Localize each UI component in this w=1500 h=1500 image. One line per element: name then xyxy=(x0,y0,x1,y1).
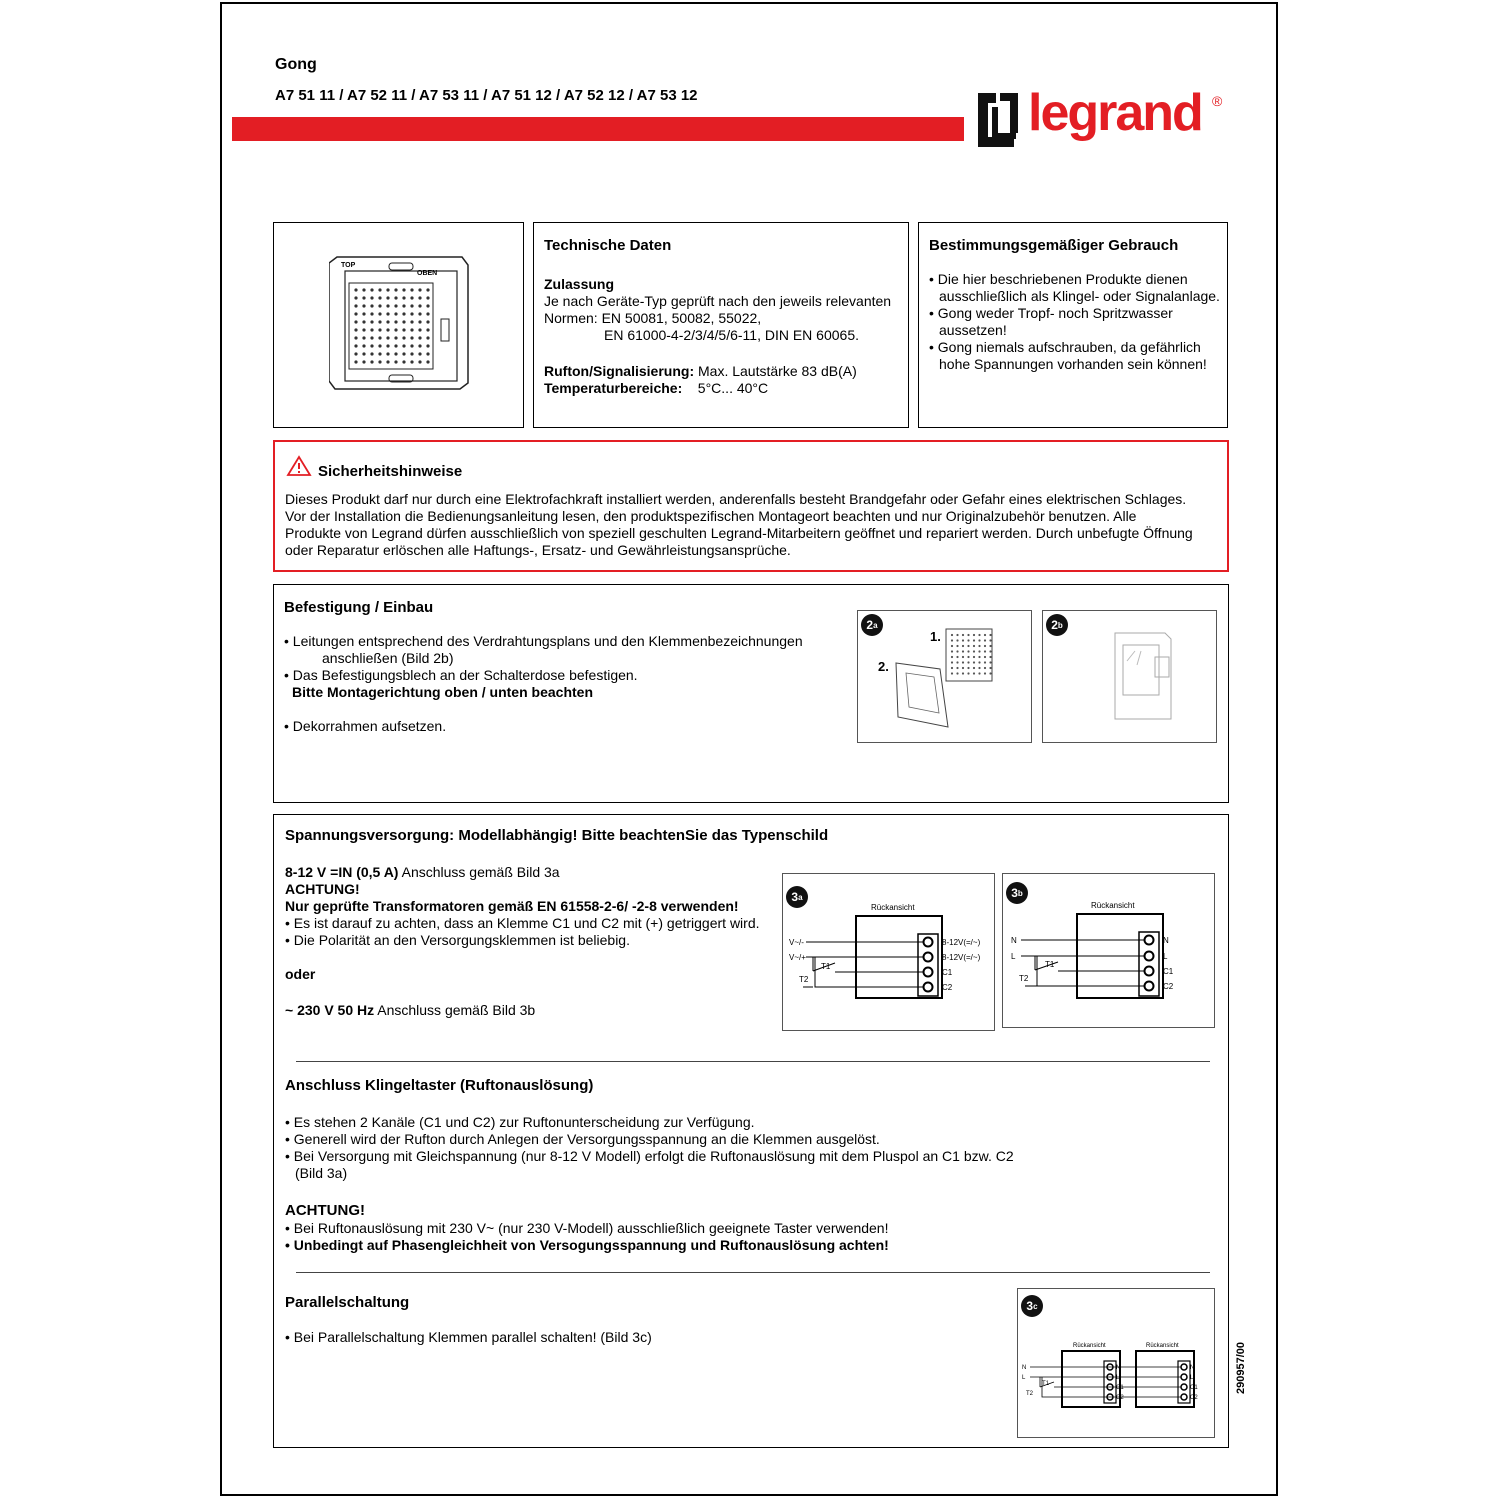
speaker-hole xyxy=(394,312,397,315)
speaker-hole xyxy=(370,336,373,339)
speaker-hole xyxy=(426,304,429,307)
temp-value: 5°C... 40°C xyxy=(697,380,769,396)
speaker-hole xyxy=(984,661,986,663)
speaker-hole xyxy=(362,344,365,347)
speaker-hole xyxy=(386,320,389,323)
terminal-label: L xyxy=(1116,1375,1120,1381)
speaker-hole xyxy=(951,639,953,641)
speaker-hole xyxy=(362,312,365,315)
speaker-hole xyxy=(402,312,405,315)
speaker-hole xyxy=(410,344,413,347)
t2-label: T2 xyxy=(1026,1391,1034,1397)
speaker-hole xyxy=(962,634,964,636)
oben-label: OBEN xyxy=(417,270,438,277)
speaker-hole xyxy=(354,296,357,299)
speaker-hole xyxy=(951,645,953,647)
speaker-hole xyxy=(394,360,397,363)
terminal-label: N xyxy=(1190,1365,1195,1371)
power-warning: Nur geprüfte Transformatoren gemäß EN 61558-2-6/ -2-8 verwenden! xyxy=(285,898,739,914)
speaker-hole xyxy=(978,650,980,652)
speaker-hole xyxy=(362,360,365,363)
safety-title: Sicherheitshinweise xyxy=(318,463,463,480)
safety-line: Dieses Produkt darf nur durch eine Elektrofachkraft installiert werden, anderenfalls besteht Brandgefahr oder Gefahr eines elektrischen Schlages. xyxy=(285,491,1187,507)
speaker-hole xyxy=(354,312,357,315)
speaker-hole xyxy=(418,352,421,355)
speaker-hole xyxy=(370,328,373,331)
speaker-hole xyxy=(386,296,389,299)
legrand-wordmark: legrand xyxy=(1028,84,1202,142)
speaker-hole xyxy=(967,672,969,674)
speaker-hole xyxy=(426,312,429,315)
model-numbers: A7 51 11 / A7 52 11 / A7 53 11 / A7 51 12 / A7 52 12 / A7 53 12 xyxy=(275,87,698,104)
speaker-hole xyxy=(354,344,357,347)
speaker-hole xyxy=(418,336,421,339)
figure-2b xyxy=(1042,610,1217,743)
power-line2-bold: ~ 230 V 50 Hz xyxy=(285,1002,375,1018)
speaker-hole xyxy=(973,645,975,647)
usage-box xyxy=(918,222,1228,428)
legrand-logo xyxy=(976,84,1236,159)
speaker-hole xyxy=(362,328,365,331)
safety-line: Vor der Installation die Bedienungsanleitung lesen, den produktspezifischen Montageort beachten und nur Originalzubehör benutzen. Alle xyxy=(285,508,1137,524)
speaker-hole xyxy=(418,328,421,331)
warning-icon xyxy=(286,455,312,477)
speaker-hole xyxy=(378,320,381,323)
speaker-hole xyxy=(394,304,397,307)
safety-line: oder Reparatur erlöschen alle Haftungs-, Ersatz- und Gewährleistungsansprüche. xyxy=(285,542,791,558)
wiring-diagram-3b xyxy=(1003,874,1216,1029)
bell-bullet: • Es stehen 2 Kanäle (C1 und C2) zur Ruftonunterscheidung zur Verfügung. xyxy=(285,1114,755,1130)
rueckansicht-label: Rückansicht xyxy=(871,903,915,912)
step-2-label: 2. xyxy=(878,659,889,674)
speaker-hole xyxy=(362,320,365,323)
speaker-hole xyxy=(967,645,969,647)
speaker-hole xyxy=(962,656,964,658)
parallel-title: Parallelschaltung xyxy=(285,1294,410,1311)
power-line2-rest: Anschluss gemäß Bild 3b xyxy=(374,1002,536,1018)
power-oder: oder xyxy=(285,966,316,982)
usage-item-line: • Die hier beschriebenen Produkte dienen xyxy=(929,271,1188,287)
speaker-hole xyxy=(426,352,429,355)
speaker-hole xyxy=(989,634,991,636)
temp-label: Temperaturbereiche: xyxy=(544,380,683,396)
speaker-hole xyxy=(386,288,389,291)
speaker-hole xyxy=(984,650,986,652)
speaker-hole xyxy=(962,667,964,669)
mounting-box xyxy=(273,584,1229,803)
speaker-hole xyxy=(370,288,373,291)
zulassung-line3: EN 61000-4-2/3/4/5/6-11, DIN EN 60065. xyxy=(604,327,860,343)
speaker-hole xyxy=(378,352,381,355)
speaker-hole xyxy=(426,288,429,291)
zulassung-line2: Normen: EN 50081, 50082, 55022, xyxy=(544,310,762,326)
product-image-box xyxy=(273,222,524,428)
power-text xyxy=(285,864,760,1019)
usage-item xyxy=(929,271,1220,373)
speaker-hole xyxy=(956,661,958,663)
speaker-hole xyxy=(989,667,991,669)
speaker-hole xyxy=(956,650,958,652)
document-page xyxy=(220,2,1278,1496)
t1-label: T1 xyxy=(821,962,831,971)
usage-item-line: • Gong weder Tropf- noch Spritzwasser xyxy=(929,305,1173,321)
speaker-hole xyxy=(410,312,413,315)
power-line1 xyxy=(285,864,760,881)
speaker-hole xyxy=(370,296,373,299)
figure-3c-badge: 3 c xyxy=(1021,1295,1043,1317)
speaker-hole xyxy=(978,656,980,658)
speaker-hole xyxy=(386,304,389,307)
speaker-hole xyxy=(962,650,964,652)
figure-3c xyxy=(1017,1288,1215,1438)
speaker-hole xyxy=(402,360,405,363)
mounting-item-cont: anschließen (Bild 2b) xyxy=(322,650,454,666)
speaker-hole xyxy=(410,336,413,339)
mounting-item-bold: Bitte Montagerichtung oben / unten beachten xyxy=(292,684,593,700)
figure-3a-badge: 3 a xyxy=(786,886,808,908)
speaker-hole xyxy=(418,344,421,347)
figure-3b-badge: 3 b xyxy=(1006,882,1028,904)
wiring-illustration xyxy=(1043,611,1218,744)
speaker-hole xyxy=(967,634,969,636)
speaker-hole xyxy=(418,296,421,299)
speaker-hole xyxy=(978,634,980,636)
speaker-hole xyxy=(370,360,373,363)
mounting-item: • Das Befestigungsblech an der Schalterdose befestigen. xyxy=(284,667,638,683)
speaker-hole xyxy=(984,645,986,647)
speaker-hole xyxy=(402,304,405,307)
safety-line: Produkte von Legrand dürfen ausschließlich von speziell geschulten Legrand-Mitarbeitern geöffnet und repariert werden. Durch unbefugte Öffnung xyxy=(285,525,1193,541)
bell-warning-bold: • Unbedingt auf Phasengleichheit von Versogungsspannung und Ruftonauslösung achten! xyxy=(285,1237,889,1253)
power-title: Spannungsversorgung: Modellabhängig! Bitte beachtenSie das Typenschild xyxy=(285,827,829,844)
speaker-hole xyxy=(962,645,964,647)
speaker-hole xyxy=(989,672,991,674)
t2-label: T2 xyxy=(799,975,809,984)
figure-3a xyxy=(782,873,995,1031)
header-red-bar xyxy=(232,117,964,141)
input-1-label: N xyxy=(1022,1365,1027,1371)
figure-2a-badge: 2 a xyxy=(861,614,883,636)
speaker-hole xyxy=(978,667,980,669)
speaker-hole xyxy=(956,667,958,669)
section-divider xyxy=(296,1272,1210,1273)
speaker-hole xyxy=(394,320,397,323)
speaker-hole xyxy=(394,328,397,331)
speaker-hole xyxy=(410,352,413,355)
speaker-hole xyxy=(973,661,975,663)
usage-item-line: • Gong niemals aufschrauben, da gefährlich xyxy=(929,339,1201,355)
speaker-hole xyxy=(386,352,389,355)
power-line2 xyxy=(285,1002,760,1019)
terminal-label: C2 xyxy=(942,983,953,992)
speaker-hole xyxy=(956,672,958,674)
temp-row xyxy=(544,380,768,397)
speaker-hole xyxy=(354,328,357,331)
speaker-hole xyxy=(378,360,381,363)
speaker-hole xyxy=(394,296,397,299)
terminal-label: 8-12V(=/~) xyxy=(942,953,981,962)
usage-title: Bestimmungsgemäßiger Gebrauch xyxy=(929,237,1179,254)
terminal-label: 8-12V(=/~) xyxy=(942,938,981,947)
t1-label: T1 xyxy=(1045,960,1055,969)
speaker-hole xyxy=(378,336,381,339)
speaker-hole xyxy=(370,344,373,347)
bell-achtung: ACHTUNG! xyxy=(285,1202,365,1219)
speaker-hole xyxy=(418,312,421,315)
terminal-label: C2 xyxy=(1190,1395,1198,1401)
figure-3b xyxy=(1002,873,1215,1028)
bell-title: Anschluss Klingeltaster (Ruftonauslösung) xyxy=(285,1077,594,1094)
speaker-hole xyxy=(978,661,980,663)
speaker-hole xyxy=(410,288,413,291)
bell-warning: • Bei Ruftonauslösung mit 230 V~ (nur 230 V-Modell) ausschließlich geeignete Taster verwenden! xyxy=(285,1220,889,1236)
speaker-hole xyxy=(418,320,421,323)
gong-product-illustration xyxy=(329,249,479,399)
speaker-hole xyxy=(984,672,986,674)
speaker-hole xyxy=(378,304,381,307)
document-number: 290957/00 xyxy=(1235,1342,1247,1394)
input-1-label: N xyxy=(1011,936,1017,945)
section-divider xyxy=(296,1061,1210,1062)
speaker-hole xyxy=(402,320,405,323)
speaker-hole xyxy=(362,304,365,307)
speaker-hole xyxy=(354,320,357,323)
power-line1-rest: Anschluss gemäß Bild 3a xyxy=(398,864,560,880)
rufton-row xyxy=(544,363,857,380)
t2-label: T2 xyxy=(1019,974,1029,983)
speaker-hole xyxy=(362,336,365,339)
speaker-hole xyxy=(370,312,373,315)
mounting-list xyxy=(284,633,803,735)
rufton-label: Rufton/Signalisierung: xyxy=(544,363,695,379)
speaker-hole xyxy=(402,352,405,355)
speaker-hole xyxy=(951,650,953,652)
speaker-hole xyxy=(354,352,357,355)
speaker-hole xyxy=(962,672,964,674)
speaker-hole xyxy=(394,352,397,355)
speaker-hole xyxy=(989,650,991,652)
speaker-hole xyxy=(402,344,405,347)
speaker-hole xyxy=(984,634,986,636)
bell-bullet: • Generell wird der Rufton durch Anlegen der Versorgungsspannung an die Klemmen ausgelöst. xyxy=(285,1131,880,1147)
speaker-hole xyxy=(418,360,421,363)
terminal-label: C2 xyxy=(1116,1395,1124,1401)
terminal-label: C2 xyxy=(1163,982,1174,991)
speaker-hole xyxy=(370,320,373,323)
speaker-hole xyxy=(989,645,991,647)
speaker-hole xyxy=(426,360,429,363)
speaker-hole xyxy=(951,672,953,674)
top-label: TOP xyxy=(341,262,356,269)
safety-text xyxy=(285,491,1193,559)
power-bullet: • Die Polarität an den Versorgungsklemmen ist beliebig. xyxy=(285,932,630,948)
speaker-hole xyxy=(402,328,405,331)
power-bullet: • Es ist darauf zu achten, dass an Klemme C1 und C2 mit (+) getriggert wird. xyxy=(285,915,760,931)
speaker-hole xyxy=(973,639,975,641)
speaker-hole xyxy=(394,344,397,347)
terminal-label: L xyxy=(1163,952,1168,961)
speaker-hole xyxy=(973,672,975,674)
speaker-hole xyxy=(426,296,429,299)
speaker-hole xyxy=(378,328,381,331)
bell-bullet: • Bei Versorgung mit Gleichspannung (nur 8-12 V Modell) erfolgt die Ruftonauslösung mit dem Pluspol an C1 bzw. C2 xyxy=(285,1148,1014,1164)
speaker-hole xyxy=(378,288,381,291)
speaker-hole xyxy=(951,661,953,663)
speaker-hole xyxy=(362,288,365,291)
power-line1-bold: 8-12 V =IN (0,5 A) xyxy=(285,864,399,880)
speaker-hole xyxy=(378,344,381,347)
speaker-hole xyxy=(962,661,964,663)
rueckansicht-label: Rückansicht xyxy=(1146,1343,1179,1349)
speaker-hole xyxy=(426,336,429,339)
bell-text xyxy=(285,1114,1014,1182)
terminal-label: C1 xyxy=(1163,967,1174,976)
speaker-hole xyxy=(362,296,365,299)
input-1-label: V~/- xyxy=(789,938,804,947)
wiring-diagram-3c xyxy=(1018,1289,1216,1439)
zulassung-line1: Je nach Geräte-Typ geprüft nach den jeweils relevanten xyxy=(544,293,892,309)
speaker-hole xyxy=(426,328,429,331)
input-2-label: L xyxy=(1022,1375,1026,1381)
bell-bullet-cont: (Bild 3a) xyxy=(295,1165,348,1181)
speaker-hole xyxy=(386,360,389,363)
speaker-hole xyxy=(378,296,381,299)
usage-item-line: hohe Spannungen vorhanden sein können! xyxy=(939,356,1207,372)
speaker-hole xyxy=(967,639,969,641)
speaker-hole xyxy=(418,288,421,291)
document-title: Gong xyxy=(275,56,317,73)
speaker-hole xyxy=(386,344,389,347)
speaker-hole xyxy=(426,344,429,347)
registered-mark: ® xyxy=(1212,93,1223,109)
power-box xyxy=(273,814,1229,1448)
speaker-hole xyxy=(951,667,953,669)
speaker-hole xyxy=(973,634,975,636)
figure-2b-badge: 2 b xyxy=(1046,614,1068,636)
speaker-hole xyxy=(989,639,991,641)
speaker-hole xyxy=(973,656,975,658)
speaker-hole xyxy=(956,645,958,647)
speaker-hole xyxy=(989,656,991,658)
speaker-hole xyxy=(378,312,381,315)
speaker-hole xyxy=(978,639,980,641)
speaker-hole xyxy=(410,304,413,307)
speaker-hole xyxy=(967,650,969,652)
speaker-hole xyxy=(973,667,975,669)
speaker-hole xyxy=(956,639,958,641)
speaker-hole xyxy=(386,312,389,315)
wiring-diagram-3a xyxy=(783,874,996,1032)
speaker-hole xyxy=(973,650,975,652)
speaker-hole xyxy=(354,304,357,307)
safety-box xyxy=(273,440,1229,572)
speaker-hole xyxy=(354,288,357,291)
bell-warnings xyxy=(285,1220,889,1254)
figure-2a xyxy=(857,610,1032,743)
speaker-hole xyxy=(989,661,991,663)
speaker-hole xyxy=(410,360,413,363)
zulassung-label: Zulassung xyxy=(544,276,615,292)
rufton-value: Max. Lautstärke 83 dB(A) xyxy=(698,363,857,379)
tech-data-title: Technische Daten xyxy=(544,237,672,254)
rueckansicht-label: Rückansicht xyxy=(1091,901,1135,910)
input-2-label: V~/+ xyxy=(789,953,806,962)
step-1-label: 1. xyxy=(930,629,941,644)
speaker-hole xyxy=(370,304,373,307)
parallel-bullet: • Bei Parallelschaltung Klemmen parallel schalten! (Bild 3c) xyxy=(285,1329,652,1345)
speaker-hole xyxy=(394,336,397,339)
terminal-label: N xyxy=(1163,936,1169,945)
speaker-hole xyxy=(386,336,389,339)
speaker-hole xyxy=(984,656,986,658)
speaker-hole xyxy=(410,328,413,331)
mounting-item: • Dekorrahmen aufsetzen. xyxy=(284,718,447,734)
speaker-hole xyxy=(370,352,373,355)
terminal-label: C1 xyxy=(1116,1385,1124,1391)
speaker-hole xyxy=(362,352,365,355)
power-achtung: ACHTUNG! xyxy=(285,881,360,897)
speaker-hole xyxy=(967,667,969,669)
mounting-item: • Leitungen entsprechend des Verdrahtungsplans und den Klemmenbezeichnungen xyxy=(284,633,803,649)
speaker-hole xyxy=(962,639,964,641)
speaker-hole xyxy=(402,336,405,339)
t1-label: T1 xyxy=(1042,1381,1050,1387)
speaker-hole xyxy=(402,296,405,299)
speaker-hole xyxy=(951,656,953,658)
rueckansicht-label: Rückansicht xyxy=(1073,1343,1106,1349)
speaker-hole xyxy=(984,639,986,641)
speaker-hole xyxy=(354,360,357,363)
input-2-label: L xyxy=(1011,952,1016,961)
speaker-hole xyxy=(951,634,953,636)
speaker-hole xyxy=(978,645,980,647)
mounting-illustration xyxy=(858,611,1033,744)
usage-item-line: ausschließlich als Klingel- oder Signalanlage. xyxy=(939,288,1220,304)
speaker-hole xyxy=(978,672,980,674)
terminal-label: L xyxy=(1190,1375,1194,1381)
usage-item-line: aussetzen! xyxy=(939,322,1007,338)
speaker-hole xyxy=(410,296,413,299)
terminal-label: C1 xyxy=(942,968,953,977)
speaker-hole xyxy=(410,320,413,323)
speaker-hole xyxy=(354,336,357,339)
speaker-hole xyxy=(967,661,969,663)
speaker-hole xyxy=(956,634,958,636)
terminal-label: N xyxy=(1116,1365,1121,1371)
speaker-hole xyxy=(418,304,421,307)
speaker-hole xyxy=(956,656,958,658)
tech-data-box xyxy=(533,222,909,428)
speaker-hole xyxy=(967,656,969,658)
speaker-hole xyxy=(984,667,986,669)
mounting-title: Befestigung / Einbau xyxy=(284,599,434,616)
terminal-label: C1 xyxy=(1190,1385,1198,1391)
speaker-hole xyxy=(426,320,429,323)
speaker-hole xyxy=(386,328,389,331)
speaker-hole xyxy=(402,288,405,291)
speaker-hole xyxy=(394,288,397,291)
